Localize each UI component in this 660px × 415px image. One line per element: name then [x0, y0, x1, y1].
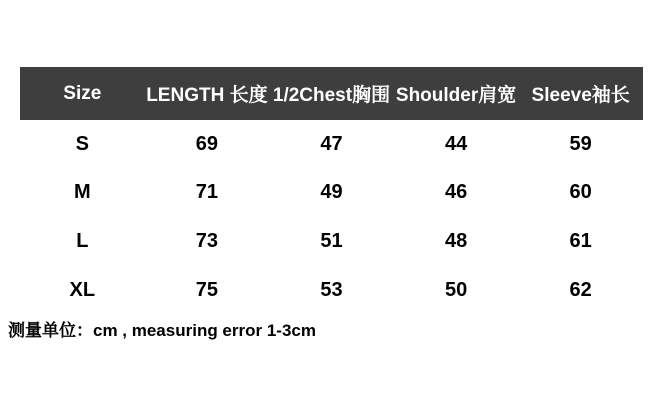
size-label: XL: [69, 278, 96, 301]
shoulder-value: 44: [444, 132, 468, 155]
measurement-unit-note: 测量单位：cm , measuring error 1-3cm: [8, 320, 316, 340]
chest-value: 47: [320, 132, 343, 155]
table-row-l: [20, 217, 643, 266]
table-row-m: [20, 169, 643, 218]
column-header-sleeve: Sleeve袖长: [531, 85, 630, 106]
size-label: M: [73, 181, 91, 204]
sleeve-value: 61: [569, 229, 592, 252]
column-header-length: LENGTH 长度: [146, 85, 268, 106]
chest-value: 53: [320, 278, 343, 301]
length-value: 75: [195, 278, 219, 301]
sleeve-value: 62: [569, 278, 592, 301]
size-label: L: [76, 229, 89, 252]
sleeve-value: 60: [569, 181, 592, 204]
length-value: 71: [195, 181, 219, 204]
length-value: 73: [195, 229, 219, 252]
table-header-row: [20, 67, 643, 120]
table-row-s: [20, 120, 643, 169]
chest-value: 51: [320, 229, 343, 252]
column-header-shoulder: Shoulder肩宽: [395, 85, 517, 106]
chest-value: 49: [320, 181, 343, 204]
size-chart-table: [20, 67, 643, 314]
sleeve-value: 59: [569, 132, 592, 155]
table-row-xl: [20, 266, 643, 315]
column-header-chest: 1/2Chest胸围: [272, 85, 391, 106]
shoulder-value: 46: [444, 181, 468, 204]
shoulder-value: 50: [444, 278, 468, 301]
length-value: 69: [195, 132, 219, 155]
size-label: S: [75, 132, 89, 155]
shoulder-value: 48: [444, 229, 468, 252]
column-header-size: Size: [63, 82, 102, 104]
